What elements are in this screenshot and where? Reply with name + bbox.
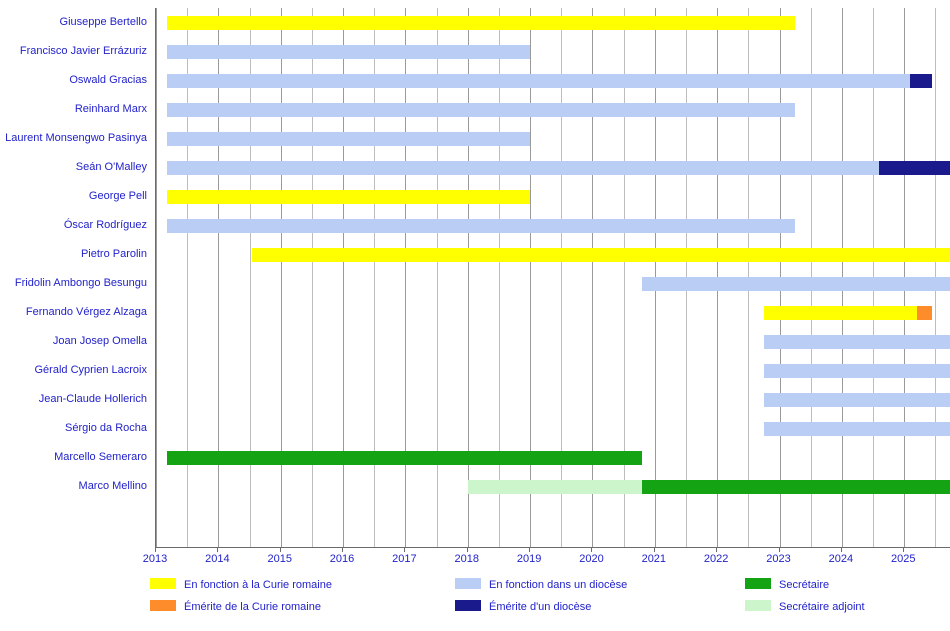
legend-item <box>455 578 627 591</box>
x-tick-label: 2015 <box>267 553 292 565</box>
x-tick <box>841 547 842 552</box>
gantt-bar <box>167 161 880 175</box>
gridline-minor <box>561 8 562 548</box>
plot-area <box>155 8 950 548</box>
gantt-bar <box>468 480 643 494</box>
gantt-bar <box>917 306 933 320</box>
gridline <box>592 8 593 548</box>
gantt-bar <box>764 306 917 320</box>
gantt-bar <box>764 422 950 436</box>
gantt-bar <box>167 190 531 204</box>
x-tick-label: 2021 <box>641 553 667 565</box>
x-tick <box>217 547 218 552</box>
gantt-bar <box>252 248 950 262</box>
category-label: Giuseppe Bertello <box>59 16 147 28</box>
legend-swatch <box>455 578 481 589</box>
x-tick-label: 2025 <box>890 553 916 565</box>
gantt-bar <box>764 335 950 349</box>
legend-swatch <box>745 600 771 611</box>
legend-label: En fonction à la Curie romaine <box>184 579 332 591</box>
category-label: Óscar Rodríguez <box>63 219 147 231</box>
category-label: Marcello Semeraro <box>54 451 147 463</box>
category-label: Francisco Javier Errázuriz <box>19 45 147 57</box>
gantt-bar <box>167 74 911 88</box>
gridline-minor <box>499 8 500 548</box>
x-tick <box>155 547 156 552</box>
x-tick-label: 2013 <box>142 553 168 565</box>
gridline-minor <box>437 8 438 548</box>
gantt-bar <box>167 45 531 59</box>
x-tick <box>467 547 468 552</box>
gridline-minor <box>312 8 313 548</box>
category-label: Gérald Cyprien Lacroix <box>34 364 147 376</box>
x-tick-label: 2018 <box>454 553 479 565</box>
legend-item <box>150 600 321 613</box>
legend-item <box>455 600 591 613</box>
category-label: Joan Josep Omella <box>52 335 147 347</box>
legend-swatch <box>455 600 481 611</box>
legend-swatch <box>745 578 771 589</box>
gantt-bar <box>167 103 796 117</box>
x-tick-label: 2023 <box>766 553 791 565</box>
category-label: Laurent Monsengwo Pasinya <box>5 132 147 144</box>
legend-swatch <box>150 600 176 611</box>
legend-label: Émérite d'un diocèse <box>489 601 592 613</box>
legend-swatch <box>150 578 176 589</box>
gridline <box>218 8 219 548</box>
gantt-bar <box>642 480 950 494</box>
gantt-bar <box>167 132 531 146</box>
gantt-bar <box>764 393 950 407</box>
chart-legend <box>0 578 950 628</box>
x-tick-label: 2024 <box>828 553 854 565</box>
legend-item <box>745 578 829 591</box>
x-tick-label: 2017 <box>392 553 417 565</box>
category-label: George Pell <box>88 190 147 202</box>
gantt-bar <box>642 277 950 291</box>
gridline-minor <box>250 8 251 548</box>
legend-label: En fonction dans un diocèse <box>489 579 628 591</box>
x-tick <box>280 547 281 552</box>
category-label: Marco Mellino <box>78 480 147 492</box>
x-tick <box>779 547 780 552</box>
x-tick <box>529 547 530 552</box>
x-tick <box>404 547 405 552</box>
gantt-bar <box>910 74 932 88</box>
gantt-bar <box>764 364 950 378</box>
gridline <box>530 8 531 548</box>
category-label: Sérgio da Rocha <box>65 422 147 434</box>
x-tick <box>903 547 904 552</box>
category-label: Fridolin Ambongo Besungu <box>14 277 147 289</box>
gridline <box>468 8 469 548</box>
x-tick <box>342 547 343 552</box>
gridline <box>156 8 157 548</box>
legend-label: Secrétaire <box>779 579 830 591</box>
category-label: Jean-Claude Hollerich <box>38 393 147 405</box>
category-label: Pietro Parolin <box>80 248 147 260</box>
x-tick <box>716 547 717 552</box>
x-tick-label: 2022 <box>703 553 729 565</box>
x-axis-line <box>155 547 950 548</box>
gridline <box>405 8 406 548</box>
legend-item <box>745 600 865 613</box>
x-tick-label: 2016 <box>329 553 355 565</box>
legend-label: Émérite de la Curie romaine <box>184 601 321 613</box>
gridline-minor <box>374 8 375 548</box>
category-label: Fernando Vérgez Alzaga <box>25 306 147 318</box>
gantt-bar <box>167 219 796 233</box>
gridline <box>281 8 282 548</box>
x-tick <box>591 547 592 552</box>
gantt-bar <box>879 161 950 175</box>
legend-label: Secrétaire adjoint <box>779 601 865 613</box>
x-tick-label: 2014 <box>205 553 230 565</box>
gridline-minor <box>187 8 188 548</box>
gantt-bar <box>167 451 643 465</box>
legend-item <box>150 578 332 591</box>
gridline-minor <box>624 8 625 548</box>
x-tick-label: 2020 <box>579 553 604 565</box>
gantt-bar <box>167 16 796 30</box>
x-tick-label: 2019 <box>516 553 542 565</box>
category-label: Oswald Gracias <box>69 74 147 86</box>
gridline <box>343 8 344 548</box>
x-tick <box>654 547 655 552</box>
category-label: Seán O'Malley <box>75 161 147 173</box>
category-label: Reinhard Marx <box>74 103 147 115</box>
